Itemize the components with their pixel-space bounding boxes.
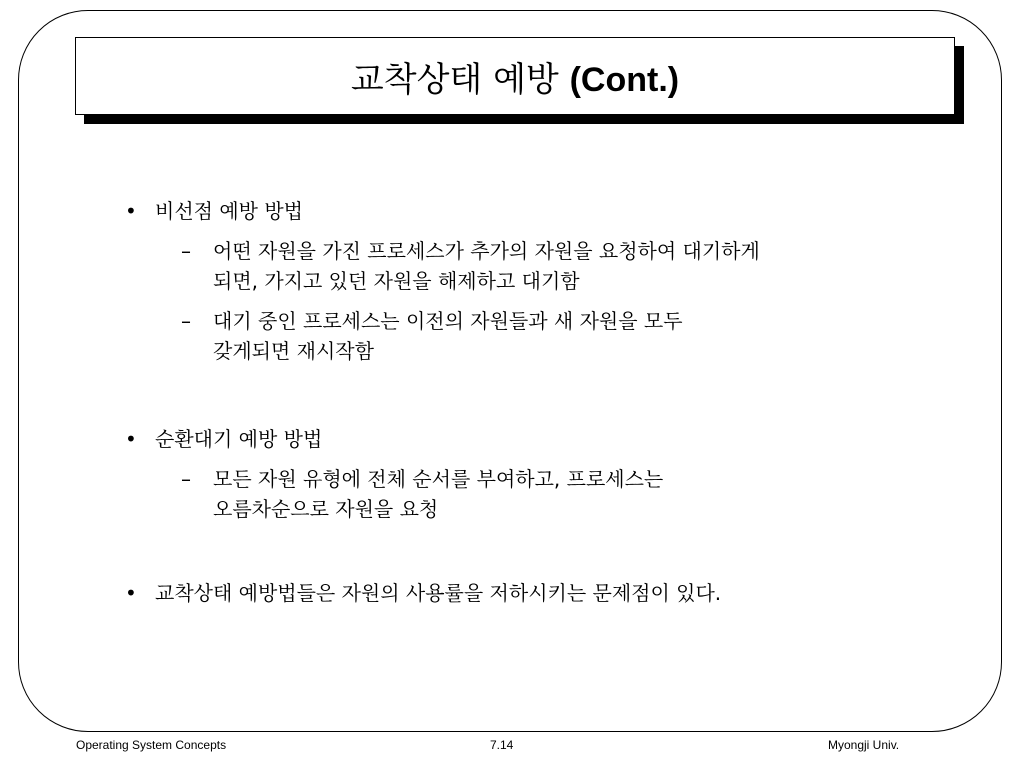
bullet-text: 비선점 예방 방법	[155, 199, 303, 223]
bullet-dot: •	[125, 581, 137, 605]
slide-title-korean: 교착상태 예방	[350, 59, 570, 100]
title-box	[75, 37, 955, 115]
sub-bullet-line: 되면, 가지고 있던 자원을 해제하고 대기함	[213, 269, 580, 293]
bullet-dot: •	[125, 427, 137, 451]
sub-bullet-line: 모든 자원 유형에 전체 순서를 부여하고, 프로세스는	[213, 467, 664, 491]
sub-bullet-line: 갖게되면 재시작함	[213, 339, 374, 363]
sub-bullet-line: 어떤 자원을 가진 프로세스가 추가의 자원을 요청하여 대기하게	[213, 239, 760, 263]
footer-university: Myongji Univ.	[828, 738, 900, 752]
sub-bullet-line: 오름차순으로 자원을 요청	[213, 497, 439, 521]
bullet-text: 순환대기 예방 방법	[155, 427, 323, 451]
sub-bullet-dash: –	[181, 309, 191, 333]
sub-bullet-dash: –	[181, 467, 191, 491]
bullet-dot: •	[125, 199, 137, 223]
bullet-text: 교착상태 예방법들은 자원의 사용률을 저하시키는 문제점이 있다.	[155, 581, 722, 605]
slide-title-english: (Cont.)	[569, 60, 680, 99]
sub-bullet-line: 대기 중인 프로세스는 이전의 자원들과 새 자원을 모두	[213, 309, 683, 333]
footer-course: Operating System Concepts	[76, 738, 227, 752]
sub-bullet-dash: –	[181, 239, 191, 263]
footer-page-number: 7.14	[490, 738, 514, 752]
slide-title	[351, 52, 679, 101]
